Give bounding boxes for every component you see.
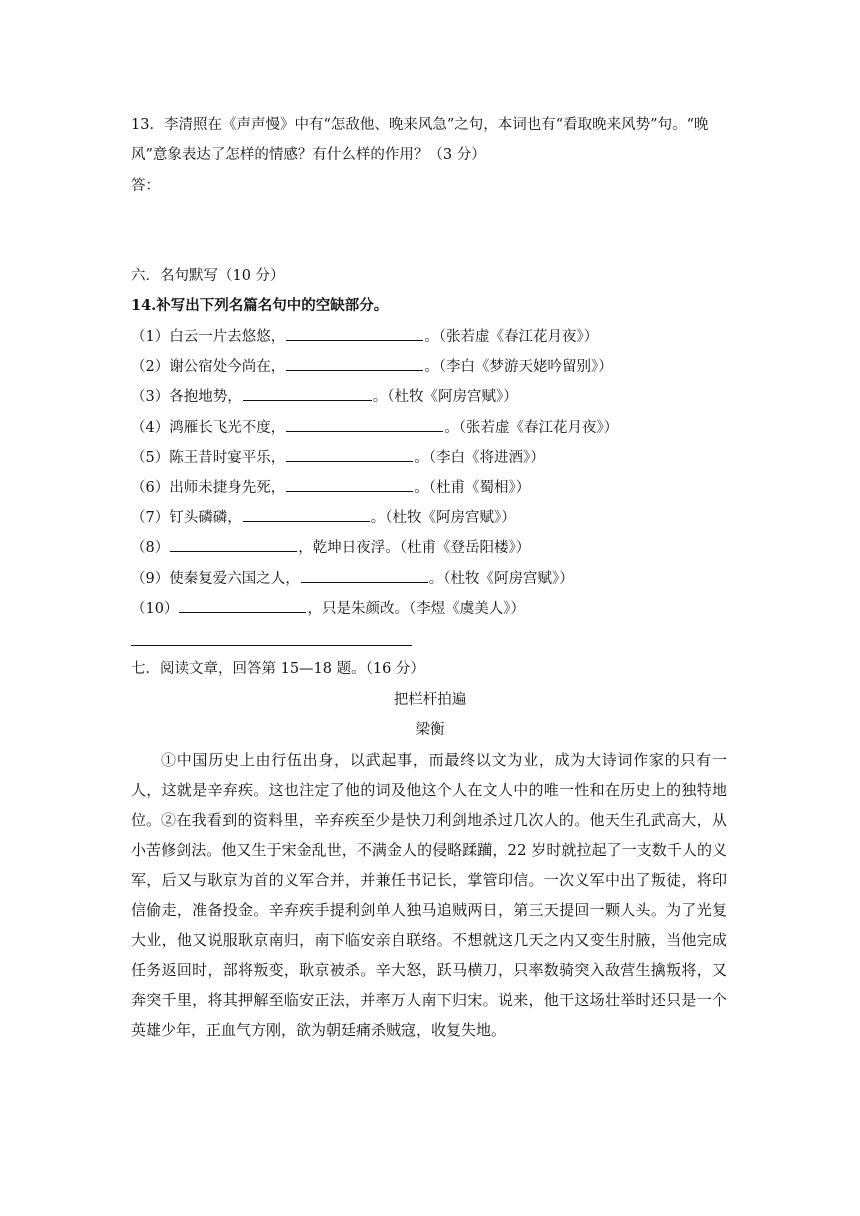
answer-blank[interactable]	[286, 477, 413, 492]
item-after: 。（杜甫《蜀相》）	[414, 480, 531, 496]
section6-heading: 六．名句默写（10 分）	[131, 268, 285, 284]
answer-blank[interactable]	[286, 417, 443, 432]
answer-blank[interactable]	[286, 326, 423, 341]
item-after: 。（杜牧《阿房宫赋》）	[428, 571, 574, 587]
item-num: （8）	[131, 540, 170, 556]
item-before: 钉头磷磷，	[169, 510, 242, 526]
article-title: 把栏杆拍遍	[393, 692, 467, 708]
fill-item-3	[131, 386, 518, 407]
section-divider	[131, 645, 412, 646]
item-num: （2）	[131, 359, 170, 375]
fill-item-9	[131, 568, 574, 589]
section7-heading: 七．阅读文章，回答第 15—18 题。（16 分）	[131, 661, 425, 677]
article-paragraph-1: ①中国历史上由行伍出身，以武起事，而最终以文为业，成为大诗词作家的只有一人，这就是辛弃疾。这也注定了他的词及他这个人在文人中的唯一性和在历史上的独特地位。	[131, 751, 727, 829]
item-num: （7）	[131, 510, 170, 526]
item-after: 。（李白《梦游天姥吟留别》）	[424, 359, 613, 375]
item-num: （3）	[131, 389, 170, 405]
article-paragraph-2: ②在我看到的资料里，辛弃疾至少是快刀利剑地杀过几次人的。他天生孔武高大，从小苦修剑法。他又生于宋金乱世，不满金人的侵略蹂躏，22 岁时就拉起了一支数千人的义军，后又与耿京为首的义军合并，并兼任书记长，掌管印信。一次义军中出了叛徒，将印信偷走，准备投金。辛弃疾手提利剑单人独马追贼两日，第三天提回一颗人头。为了光复大业，他又说服耿京南归，南下临安亲自联络。不想就这几天之内又变生肘腋，当他完成任务返回时，部将叛变，耿京被杀。辛大怒，跃马横刀，只率数骑突入敌营生擒叛将，又奔突千里，将其押解至临安正法，并率万人南下归宋。说来，他干这场壮举时还只是一个英雄少年，正血气方刚，欲为朝廷痛杀贼寇，收复失地。	[131, 811, 727, 1039]
article-author: 梁衡	[415, 722, 445, 738]
q13-line1: 13．李清照在《声声慢》中有“怎敌他、晚来风急”之句，本词也有“看取晚来风势”句。“晚	[131, 117, 709, 133]
answer-blank[interactable]	[301, 568, 428, 583]
item-after: ，乾坤日夜浮。（杜甫《登岳阳楼》）	[298, 540, 531, 556]
item-num: （6）	[131, 480, 170, 496]
q13-answer-label: 答：	[131, 178, 160, 194]
fill-item-1	[131, 326, 598, 347]
item-before: 白云一片去悠悠，	[169, 329, 286, 345]
fill-item-8	[131, 537, 530, 558]
item-num: （1）	[131, 329, 170, 345]
fill-item-7	[131, 507, 516, 528]
answer-blank[interactable]	[243, 386, 372, 401]
item-before: 谢公宿处今尚在，	[169, 359, 286, 375]
item-num: （5）	[131, 450, 170, 466]
q14-prompt: 14.补写出下列名篇名句中的空缺部分。	[131, 297, 389, 314]
item-before: 鸿雁长飞光不度，	[169, 420, 286, 436]
fill-item-2	[131, 356, 613, 377]
answer-blank[interactable]	[286, 356, 423, 371]
answer-blank[interactable]	[170, 537, 297, 552]
item-after: ，只是朱颜改。（李煜《虞美人》）	[307, 601, 525, 617]
answer-blank[interactable]	[179, 598, 306, 613]
fill-item-5	[131, 447, 545, 468]
item-before: 使秦复爱六国之人，	[169, 571, 300, 587]
item-num: （9）	[131, 571, 170, 587]
item-after: 。（杜牧《阿房宫赋》）	[372, 389, 518, 405]
item-after: 。（李白《将进酒》）	[414, 450, 545, 466]
item-after: 。（张若虚《春江花月夜》）	[444, 420, 619, 436]
item-before: 各抱地势，	[169, 389, 242, 405]
item-after: 。（张若虚《春江花月夜》）	[424, 329, 599, 345]
q13-line2: 风”意象表达了怎样的情感？有什么样的作用？（3 分）	[131, 147, 486, 163]
fill-item-10	[131, 598, 525, 619]
answer-blank[interactable]	[243, 507, 370, 522]
fill-item-6	[131, 477, 530, 498]
fill-item-4	[131, 417, 618, 438]
item-before: 陈王昔时宴平乐，	[169, 450, 286, 466]
item-num: （4）	[131, 420, 170, 436]
item-before: 出师未捷身先死，	[169, 480, 286, 496]
item-after: 。（杜牧《阿房宫赋》）	[370, 510, 516, 526]
answer-blank[interactable]	[286, 447, 413, 462]
item-num: （10）	[131, 601, 179, 617]
